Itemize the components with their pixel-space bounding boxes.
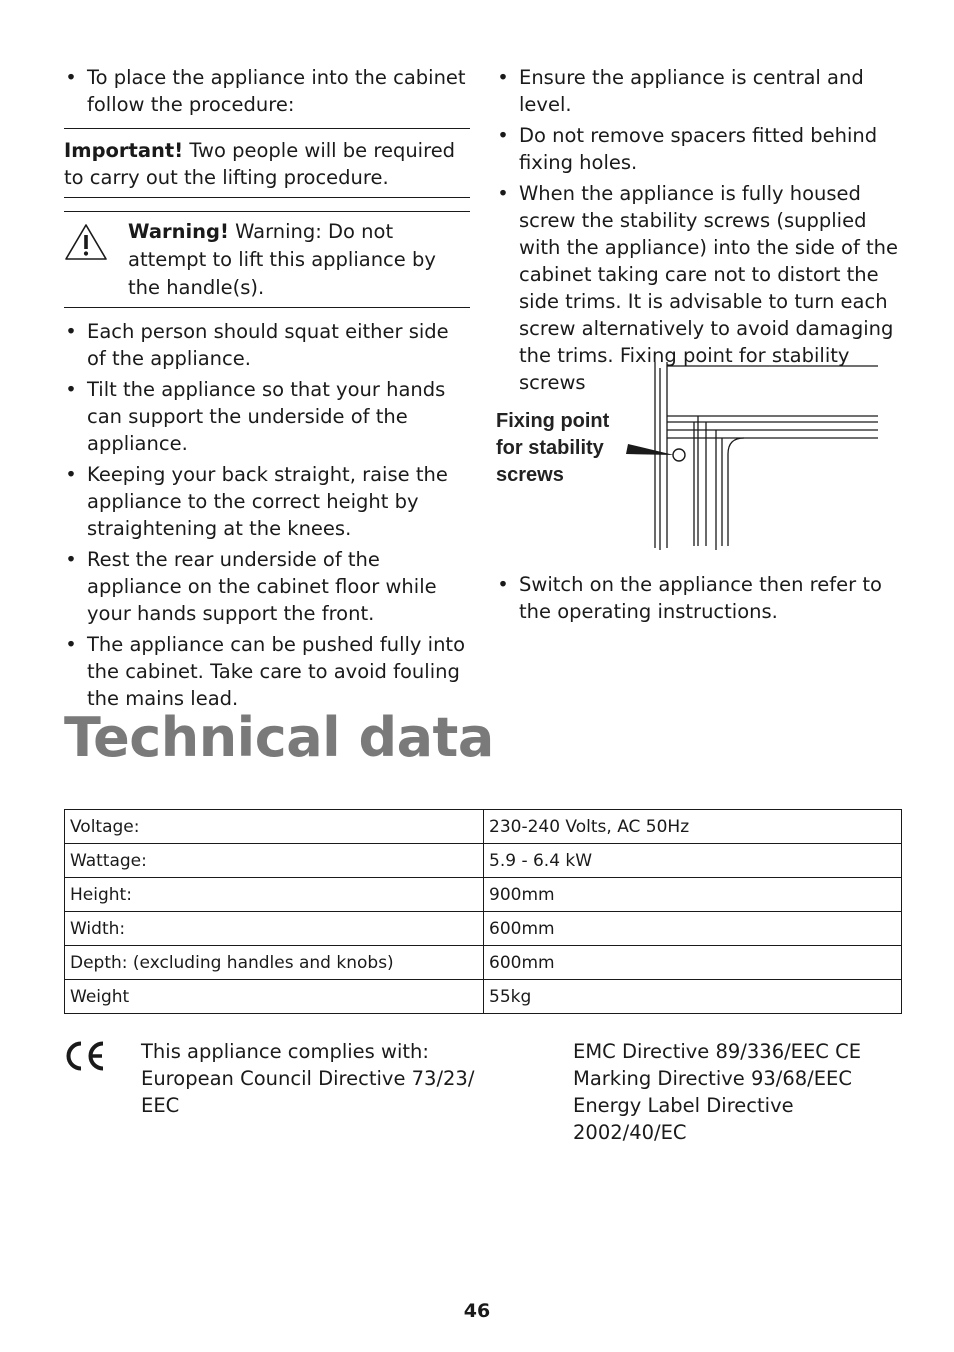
- bullet-icon: •: [65, 320, 77, 343]
- table-cell-value: 600mm: [484, 946, 902, 980]
- bullet-icon: •: [65, 633, 77, 656]
- table-row: [65, 844, 902, 878]
- list-item: • The appliance can be pushed fully into the cabinet. Take care to avoid fouling the mains lead.: [65, 633, 466, 710]
- bullet-icon: •: [65, 66, 77, 89]
- table-cell-value: 600mm: [484, 912, 902, 946]
- ce-mark-icon: [64, 1040, 106, 1072]
- lifting-steps-list: [64, 318, 470, 712]
- bullet-icon: •: [65, 463, 77, 486]
- warning-note: [64, 212, 470, 307]
- fixing-point-marker: [673, 449, 685, 461]
- technical-data-table: [64, 809, 902, 1014]
- warning-triangle-icon: [64, 222, 108, 270]
- divider: [64, 197, 470, 198]
- table-row: [65, 878, 902, 912]
- right-column-after: [496, 571, 906, 629]
- list-item: • When the appliance is fully housed screw the stability screws (supplied with the appliance) into the side of the cabinet taking care not to distort the side trims. It is advisable to turn each screw alternatively to avoid damaging the trims. Fixing point for stability screws: [497, 182, 899, 394]
- bullet-icon: •: [497, 124, 509, 147]
- table-cell-value: 55kg: [484, 980, 902, 1014]
- table-cell-label: Voltage:: [65, 810, 484, 844]
- table-row: [65, 810, 902, 844]
- table-cell-label: Depth: (excluding handles and knobs): [65, 946, 484, 980]
- fixing-point-diagram: [620, 358, 890, 558]
- table-cell-label: Weight: [65, 980, 484, 1014]
- right-column: [496, 64, 906, 400]
- table-cell-label: Height:: [65, 878, 484, 912]
- divider: [64, 307, 470, 308]
- bullet-icon: •: [497, 66, 509, 89]
- warning-text: Warning: Do not attempt to lift this appliance by the handle(s).: [128, 220, 436, 299]
- bullet-icon: •: [497, 573, 509, 596]
- table-cell-value: 5.9 - 6.4 kW: [484, 844, 902, 878]
- list-item: • To place the appliance into the cabinet follow the procedure:: [65, 66, 466, 116]
- list-item: • Ensure the appliance is central and level.: [497, 66, 864, 116]
- important-text: Two people will be required to carry out the lifting procedure.: [64, 139, 456, 189]
- list-item: • Do not remove spacers fitted behind fixing holes.: [497, 124, 878, 174]
- intro-bullet-list: [64, 64, 470, 118]
- list-item: • Keeping your back straight, raise the appliance to the correct height by straightening at the knees.: [65, 463, 448, 540]
- bullet-icon: •: [65, 548, 77, 571]
- table-cell-value: 230-240 Volts, AC 50Hz: [484, 810, 902, 844]
- important-note: [64, 129, 470, 197]
- left-column: [64, 64, 470, 716]
- bullet-icon: •: [497, 182, 509, 205]
- warning-label: Warning!: [128, 220, 229, 243]
- table-cell-value: 900mm: [484, 878, 902, 912]
- list-item: • Rest the rear underside of the appliance on the cabinet floor while your hands support the front.: [65, 548, 437, 625]
- list-item: • Each person should squat either side of the appliance.: [65, 320, 449, 370]
- list-item: • Tilt the appliance so that your hands can support the underside of the appliance.: [65, 378, 446, 455]
- compliance-text-right: EMC Directive 89/336/EEC CE Marking Directive 93/68/EEC Energy Label Directive 2002/40/EC: [573, 1040, 862, 1144]
- table-cell-label: Wattage:: [65, 844, 484, 878]
- compliance-text-left: This appliance complies with: European Council Directive 73/23/ EEC: [141, 1040, 475, 1117]
- list-item: • Switch on the appliance then refer to the operating instructions.: [497, 573, 882, 623]
- table-row: [65, 980, 902, 1014]
- table-cell-label: Width:: [65, 912, 484, 946]
- bullet-icon: •: [65, 378, 77, 401]
- page-number: 46: [463, 1300, 491, 1322]
- section-title: Technical data: [64, 706, 494, 769]
- final-steps-list: [496, 571, 906, 625]
- table-row: [65, 946, 902, 980]
- table-row: [65, 912, 902, 946]
- diagram-label: Fixing point for stability screws: [496, 410, 610, 486]
- important-label: Important!: [64, 139, 184, 162]
- installation-steps-list: [496, 64, 906, 396]
